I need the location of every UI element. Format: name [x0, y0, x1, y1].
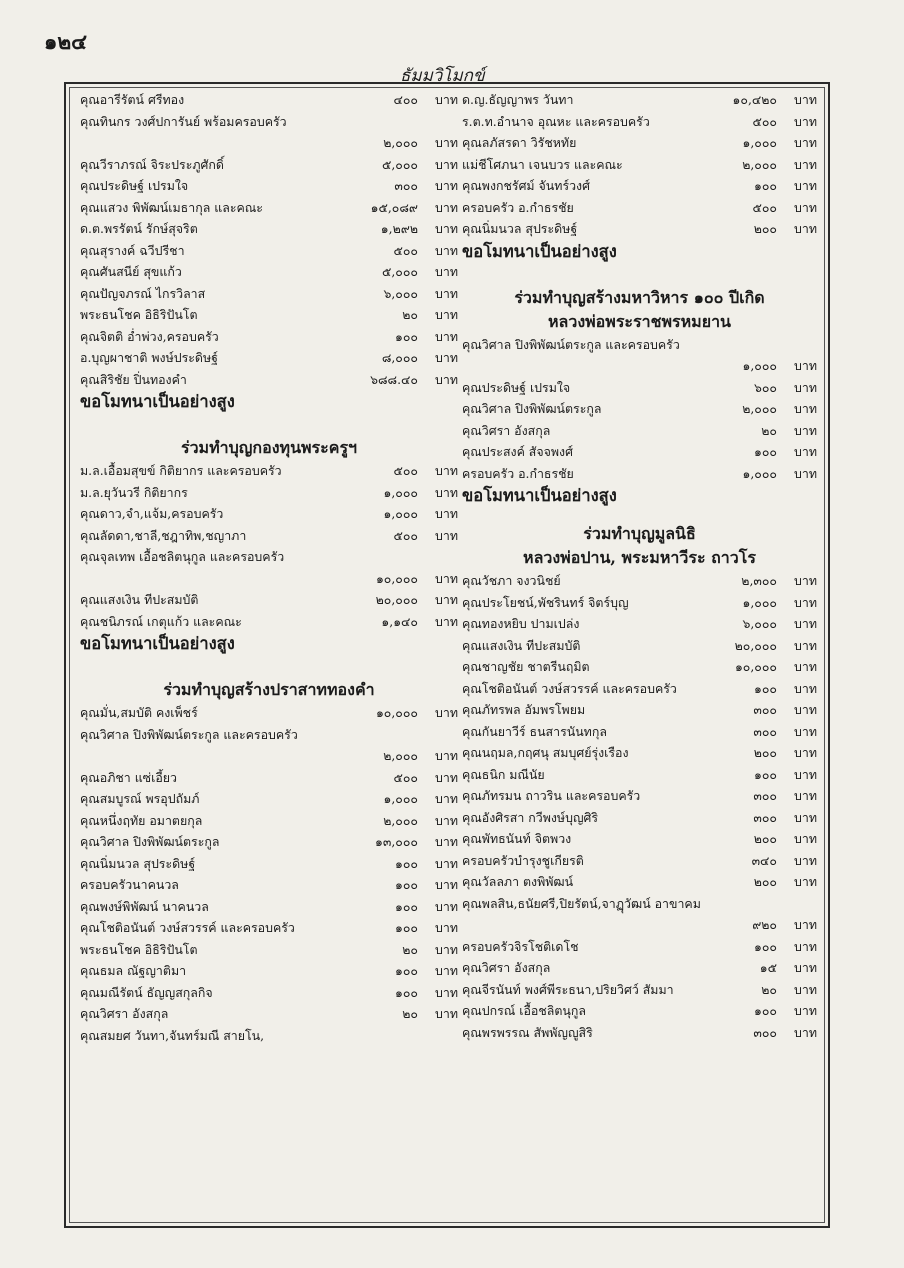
donor-row — [462, 218, 817, 240]
donor-name: คุณปัญจภรณ์ ไกรวิลาส — [80, 285, 206, 301]
donor-name: คุณประโยชน์,พัชรินทร์ จิตร์บุญ — [462, 594, 629, 610]
currency-label: บาท — [794, 113, 817, 129]
donor-row — [80, 724, 458, 746]
donor-name: คุณทินกร วงศ์ปการันย์ พร้อมครอบครัว — [80, 113, 287, 129]
donor-name: คุณอังศิรสา กวีพงษ์บุญศิริ — [462, 809, 599, 825]
donor-row — [462, 463, 817, 485]
donation-amount: ๑๐๐ — [754, 1003, 777, 1018]
donation-amount: ๖,๐๐๐ — [383, 285, 418, 301]
section-heading-teacher-fund: ร่วมทำบุญกองทุนพระครูฯ — [180, 438, 358, 457]
donation-amount: ๕,๐๐๐ — [381, 264, 418, 279]
running-title: ธัมมวิโมกข์ — [400, 66, 485, 86]
donor-row — [462, 742, 817, 764]
donor-list-golden-castle — [80, 702, 458, 1046]
donor-name: คุณวิศรา อังสกุล — [462, 422, 551, 438]
donor-name: พระธนโชค อิธิริปันโต — [80, 941, 198, 957]
donation-amount: ๑๐๐ — [395, 855, 418, 871]
donation-amount: ๑๐,๐๐๐ — [375, 570, 418, 586]
donor-name: คุณพัทธนันท์ จิตพวง — [462, 831, 572, 846]
donor-name: คุณสิริชัย ปิ่นทองคำ — [80, 371, 187, 387]
donation-amount: ๑๓,๐๐๐ — [375, 834, 418, 849]
donor-row — [80, 767, 458, 789]
donor-row — [462, 377, 817, 399]
donor-row — [80, 939, 458, 961]
donation-amount: ๕๐๐ — [393, 769, 418, 785]
currency-label: บาท — [435, 984, 458, 1000]
donor-row — [462, 154, 817, 176]
donation-amount: ๕,๐๐๐ — [381, 156, 418, 172]
currency-label: บาท — [435, 285, 458, 301]
donor-name: คุณชาญชัย ชาตรีนฤมิต — [462, 659, 590, 674]
donor-name: ร.ต.ท.อำนาจ อุณหะ และครอบครัว — [462, 113, 650, 129]
donation-amount: ๑,๐๐๐ — [742, 465, 777, 481]
donation-amount: ๑๐๐ — [754, 766, 777, 782]
donor-name: คุณแสวง พิพัฒน์เมธากุล และคณะ — [80, 199, 263, 215]
donation-amount: ๒,๐๐๐ — [383, 748, 418, 763]
donation-amount: ๑,๑๔๐ — [381, 613, 418, 629]
donor-name: คุณชนิภรณ์ เกตุแก้ว และคณะ — [80, 613, 242, 629]
donor-row — [462, 828, 817, 850]
donor-name: คุณภัทรพล อัมพรโพยม — [462, 702, 586, 717]
currency-label: บาท — [435, 920, 458, 935]
donor-row — [462, 957, 817, 979]
currency-label: บาท — [435, 570, 458, 586]
donor-name: คุณภัทรมน ถาวริน และครอบครัว — [462, 788, 641, 803]
donor-name: คุณโชติอนันต์ วงษ์สวรรค์ และครอบครัว — [80, 920, 295, 935]
donation-amount: ๒,๐๐๐ — [742, 401, 777, 416]
donor-name: คุณธนิก มณีนัย — [462, 766, 545, 782]
donor-name: ครอบครัวนาคนวล — [80, 877, 179, 892]
donor-row — [462, 89, 817, 111]
donor-list-teacher-fund — [80, 460, 458, 632]
donor-name: คุณพงษ์พิพัฒน์ นาคนวล — [80, 898, 209, 914]
currency-label: บาท — [794, 178, 817, 193]
currency-label: บาท — [435, 307, 458, 322]
donor-name: แม่ชีโศภนา เจนบวร และคณะ — [462, 156, 623, 172]
currency-label: บาท — [794, 917, 817, 932]
currency-label: บาท — [435, 705, 458, 720]
donor-row — [80, 1025, 458, 1047]
currency-label: บาท — [435, 592, 458, 607]
donor-name: คุณศันสนีย์ สุขแก้ว — [80, 264, 182, 279]
donor-name: คุณประดิษฐ์ เปรมใจ — [80, 178, 189, 193]
donation-amount: ๑๐๐ — [754, 178, 777, 193]
donor-name: คุณวีราภรณ์ จิระประภูศักดิ์ — [80, 156, 224, 172]
donation-amount: ๑๐๐ — [395, 920, 418, 935]
donor-list-vihara — [462, 334, 817, 485]
donation-amount: ๑,๐๐๐ — [742, 358, 777, 373]
donor-row — [80, 503, 458, 525]
donation-amount: ๙๒๐ — [752, 917, 777, 932]
currency-label: บาท — [794, 401, 817, 416]
currency-label: บาท — [435, 941, 458, 957]
currency-label: บาท — [435, 264, 458, 279]
currency-label: บาท — [435, 350, 458, 365]
donor-name: คุณทองหยิบ ปามเปล่ง — [462, 616, 580, 631]
currency-label: บาท — [435, 855, 458, 871]
donor-row — [462, 441, 817, 463]
donation-amount: ๓๐๐ — [753, 1024, 777, 1040]
donor-name: คุณพลสิน,ธนัยศรี,ปิยรัตน์,จาฏุวัฒน์ อาขาคม — [462, 895, 701, 911]
currency-label: บาท — [794, 465, 817, 481]
donor-name: คุณปกรณ์ เอื้อชลิตนุกูล — [462, 1003, 586, 1018]
donor-row — [462, 420, 817, 442]
donor-row — [80, 745, 458, 767]
donor-name: คุณวิศรา อังสกุล — [80, 1006, 169, 1021]
donation-amount: ๒๐ — [402, 307, 418, 322]
donor-name: คุณหนึ่งฤทัย อมาตยกุล — [80, 812, 203, 828]
currency-label: บาท — [794, 135, 817, 150]
donor-row — [80, 347, 458, 369]
donor-row — [462, 132, 817, 154]
donor-name: คุณอภิชา แซ่เอี้ยว — [80, 769, 177, 785]
section-heading-foundation-line-2: หลวงพ่อปาน, พระมหาวีระ ถาวโร — [523, 548, 756, 567]
currency-label: บาท — [794, 92, 817, 107]
currency-label: บาท — [794, 788, 817, 803]
donor-list-foundation — [462, 570, 817, 1043]
currency-label: บาท — [794, 745, 817, 760]
currency-label: บาท — [435, 178, 458, 193]
donation-amount: ๕๐๐ — [752, 113, 777, 129]
donor-row — [80, 175, 458, 197]
donation-amount: ๓๐๐ — [753, 723, 777, 739]
donor-row — [80, 326, 458, 348]
donation-amount: ๑๐๐ — [395, 328, 418, 344]
donor-name: คุณสมบูรณ์ พรอุปถัมภ์ — [80, 791, 200, 806]
donor-row — [80, 111, 458, 133]
left-column — [80, 89, 458, 1046]
donor-row — [462, 334, 817, 356]
donation-amount: ๒๐,๐๐๐ — [375, 592, 418, 607]
donation-amount: ๕๐๐ — [393, 527, 418, 543]
currency-label: บาท — [794, 422, 817, 438]
currency-label: บาท — [435, 371, 458, 387]
donor-row — [80, 218, 458, 240]
donor-name: คุณมั่น,สมบัติ คงเพ็ชร์ — [80, 705, 198, 720]
donation-amount: ๓๔๐ — [751, 852, 777, 868]
donor-row — [80, 132, 458, 154]
currency-label: บาท — [435, 92, 458, 107]
currency-label: บาท — [435, 484, 458, 500]
donor-row — [80, 197, 458, 219]
donation-amount: ๒๐ — [761, 422, 777, 438]
donor-row — [80, 589, 458, 611]
currency-label: บาท — [794, 594, 817, 610]
currency-label: บาท — [435, 963, 458, 978]
donation-amount: ๒,๓๐๐ — [741, 573, 777, 588]
donor-row — [80, 460, 458, 482]
currency-label: บาท — [794, 680, 817, 696]
donor-row — [462, 721, 817, 743]
donor-name: คุณจีรนันท์ พงศ์พีระธนา,ปริยวิศว์ สัมมา — [462, 981, 674, 997]
currency-label: บาท — [435, 748, 458, 763]
right-column — [462, 89, 817, 1043]
donor-row — [80, 240, 458, 262]
donor-name: คุณลภัสรดา วิรัชหทัย — [462, 135, 577, 150]
donation-amount: ๒๐๐ — [753, 745, 777, 760]
currency-label: บาท — [435, 221, 458, 236]
donation-amount: ๓๐๐ — [753, 702, 777, 717]
donor-row — [80, 154, 458, 176]
donor-row — [80, 702, 458, 724]
donation-amount: ๓๐๐ — [394, 178, 418, 193]
currency-label: บาท — [794, 723, 817, 739]
donor-name: คุณสุรางค์ ฉวีปรีชา — [80, 242, 185, 258]
section-heading-vihara-line-2: หลวงพ่อพระราชพรหมยาน — [547, 311, 731, 331]
currency-label: บาท — [794, 938, 817, 954]
currency-label: บาท — [794, 809, 817, 825]
donor-name: คุณวัชภา จงวนิชย์ — [462, 573, 561, 588]
currency-label: บาท — [435, 527, 458, 543]
donor-row — [462, 111, 817, 133]
donor-row — [462, 807, 817, 829]
currency-label: บาท — [794, 659, 817, 674]
currency-label: บาท — [435, 812, 458, 828]
donor-list-left-top — [80, 89, 458, 390]
donor-row — [462, 936, 817, 958]
donor-name: คุณประสงค์ สัจจพงศ์ — [462, 444, 573, 459]
donation-amount: ๒,๐๐๐ — [383, 135, 418, 150]
donor-name: คุณสมยศ วันทา,จันทร์มณี สายโน, — [80, 1027, 265, 1043]
donor-name: คุณนิ่มนวล สุประดิษฐ์ — [80, 855, 196, 871]
donor-row — [462, 570, 817, 592]
donation-amount: ๑๐๐ — [395, 898, 418, 914]
donation-amount: ๑,๐๐๐ — [383, 506, 418, 521]
donation-amount: ๑๐,๔๒๐ — [732, 92, 777, 107]
currency-label: บาท — [794, 358, 817, 373]
currency-label: บาท — [794, 960, 817, 975]
currency-label: บาท — [435, 156, 458, 172]
donor-row — [80, 831, 458, 853]
donation-amount: ๑๐,๐๐๐ — [375, 705, 418, 720]
donation-amount: ๒๐๐ — [753, 221, 777, 236]
currency-label: บาท — [435, 199, 458, 215]
donor-name: คุณโชติอนันต์ วงษ์สวรรค์ และครอบครัว — [462, 680, 677, 696]
donor-row — [462, 635, 817, 657]
currency-label: บาท — [794, 379, 817, 395]
donation-amount: ๑๐๐ — [395, 963, 418, 978]
donor-row — [80, 810, 458, 832]
donation-amount: ๒๐,๐๐๐ — [734, 637, 777, 653]
currency-label: บาท — [435, 769, 458, 785]
donor-row — [80, 874, 458, 896]
donor-name: คุณแสงเงิน ทีปะสมบัติ — [80, 592, 199, 607]
thanks-line: ขอโมทนาเป็นอย่างสูง — [80, 634, 235, 653]
currency-label: บาท — [435, 877, 458, 892]
currency-label: บาท — [435, 1006, 458, 1021]
currency-label: บาท — [794, 616, 817, 631]
donor-row — [80, 788, 458, 810]
donor-row — [80, 853, 458, 875]
donor-name: คุณมณีรัตน์ ธัญญสกุลกิจ — [80, 984, 213, 1000]
currency-label: บาท — [794, 221, 817, 236]
donation-amount: ๑,๐๐๐ — [383, 791, 418, 806]
currency-label: บาท — [435, 506, 458, 521]
donor-name: คุณวัลลภา ตงพิพัฒน์ — [462, 874, 574, 889]
donor-name: คุณนิ่มนวล สุประดิษฐ์ — [462, 221, 578, 236]
donation-amount: ๑๐๐ — [395, 984, 418, 1000]
currency-label: บาท — [435, 242, 458, 258]
currency-label: บาท — [435, 898, 458, 914]
donor-name: คุณดาว,จำ,แจ้ม,ครอบครัว — [80, 506, 224, 521]
donor-row — [80, 896, 458, 918]
donation-amount: ๒๐๐ — [753, 831, 777, 846]
donor-row — [462, 871, 817, 893]
donor-name: คุณอารีรัตน์ ศรีทอง — [80, 92, 185, 107]
donor-name: ครอบครัวบำรุงชูเกียรติ — [462, 852, 584, 868]
donation-amount: ๔๐๐ — [393, 92, 418, 107]
donor-name: คุณวิศาล ปิงพิพัฒน์ตระกูล — [462, 401, 602, 416]
donation-amount: ๘,๐๐๐ — [381, 350, 418, 365]
donation-amount: ๕๐๐ — [752, 199, 777, 215]
thanks-line: ขอโมทนาเป็นอย่างสูง — [462, 241, 617, 261]
donor-row — [462, 979, 817, 1001]
currency-label: บาท — [794, 637, 817, 653]
currency-label: บาท — [435, 328, 458, 344]
page-number: ๑๒๔ — [44, 29, 88, 54]
donor-row — [462, 398, 817, 420]
currency-label: บาท — [794, 852, 817, 868]
currency-label: บาท — [794, 981, 817, 997]
currency-label: บาท — [794, 1024, 817, 1040]
donor-name: คุณลัดดา,ชาลี,ชฎาทิพ,ชญาภา — [80, 527, 247, 543]
donor-row — [80, 304, 458, 326]
donation-amount: ๑๐๐ — [754, 938, 777, 954]
donation-amount: ๑,๐๐๐ — [383, 484, 418, 500]
donor-row — [462, 850, 817, 872]
donor-name: ด.ญ.ธัญญาพร วันทา — [462, 92, 574, 107]
donor-name: คุณกันยาวีร์ ธนสารนันทกุล — [462, 723, 607, 739]
donor-row — [80, 982, 458, 1004]
donor-name: ด.ต.พรรัตน์ รักษ์สุจริต — [80, 221, 198, 236]
donation-amount: ๕๐๐ — [393, 463, 418, 478]
donation-amount: ๕๐๐ — [393, 242, 418, 258]
donor-row — [462, 197, 817, 219]
donor-name: อ.บุญผาชาติ พงษ์ประดิษฐ์ — [80, 350, 218, 365]
donor-row — [462, 764, 817, 786]
donor-row — [462, 785, 817, 807]
donor-row — [462, 893, 817, 915]
thanks-line: ขอโมทนาเป็นอย่างสูง — [462, 486, 617, 505]
currency-label: บาท — [435, 834, 458, 849]
donor-row — [80, 611, 458, 633]
donor-row — [80, 568, 458, 590]
donor-row — [80, 261, 458, 283]
donor-name: คุณแสงเงิน ทีปะสมบัติ — [462, 637, 581, 653]
donor-row — [80, 917, 458, 939]
donor-name: ครอบครัว อ.กำธรชัย — [462, 465, 574, 481]
section-heading-golden-castle: ร่วมทำบุญสร้างปราสาททองคำ — [163, 680, 375, 699]
donation-amount: ๑๕,๐๘๙ — [370, 199, 418, 215]
donor-row — [80, 482, 458, 504]
donation-amount: ๖๘๘.๔๐ — [370, 371, 418, 387]
donation-amount: ๑,๐๐๐ — [742, 135, 777, 150]
donation-amount: ๖,๐๐๐ — [742, 616, 777, 631]
section-heading-foundation-line-1: ร่วมทำบุญมูลนิธิ — [583, 524, 696, 543]
donation-amount: ๑๐๐ — [754, 680, 777, 696]
donor-name: คุณพรพรรณ สัพพัญญูสิริ — [462, 1024, 593, 1040]
currency-label: บาท — [794, 573, 817, 588]
donor-row — [462, 613, 817, 635]
donor-name: คุณวิศาล ปิงพิพัฒน์ตระกูล และครอบครัว — [80, 726, 298, 742]
currency-label: บาท — [794, 1003, 817, 1018]
donation-amount: ๑,๒๙๒ — [380, 221, 418, 236]
donor-row — [80, 960, 458, 982]
donation-amount: ๒,๐๐๐ — [383, 812, 418, 828]
donation-amount: ๑๐๐ — [395, 877, 418, 892]
donor-row — [462, 1000, 817, 1022]
donor-list-right-top — [462, 89, 817, 240]
donation-amount: ๒๐ — [402, 941, 418, 957]
donor-name: คุณวิศรา อังสกุล — [462, 960, 551, 975]
currency-label: บาท — [794, 156, 817, 172]
donor-name: คุณประดิษฐ์ เปรมใจ — [462, 379, 571, 395]
currency-label: บาท — [794, 199, 817, 215]
donation-amount: ๖๐๐ — [754, 379, 777, 395]
donor-row — [462, 355, 817, 377]
currency-label: บาท — [435, 135, 458, 150]
donor-row — [462, 656, 817, 678]
donation-amount: ๑๕ — [759, 960, 777, 975]
donation-amount: ๑,๐๐๐ — [742, 594, 777, 610]
donor-name: ม.ล.เอื้อมสุขข์ กิติยากร และครอบครัว — [80, 463, 282, 478]
donor-name: คุณจิตติ อ่ำพ่วง,ครอบครัว — [80, 328, 219, 344]
donor-row — [80, 525, 458, 547]
donor-name: คุณวิศาล ปิงพิพัฒน์ตระกูล — [80, 834, 220, 849]
currency-label: บาท — [435, 613, 458, 629]
donor-row — [80, 369, 458, 391]
donor-row — [462, 699, 817, 721]
donor-name: ม.ล.ยุวันวรี กิติยากร — [80, 484, 188, 500]
donation-amount: ๑๐๐ — [754, 444, 777, 459]
donor-row — [462, 914, 817, 936]
currency-label: บาท — [794, 831, 817, 846]
currency-label: บาท — [435, 791, 458, 806]
donation-amount: ๒๐๐ — [753, 874, 777, 889]
donor-row — [80, 283, 458, 305]
donation-amount: ๓๐๐ — [753, 809, 777, 825]
donor-row — [80, 89, 458, 111]
thanks-line: ขอโมทนาเป็นอย่างสูง — [80, 392, 235, 411]
donor-name: คุณนฤมล,กฤศนุ สมบุศย์รุ่งเรือง — [462, 745, 629, 760]
donor-name: คุณจุลเทพ เอื้อชลิตนุกูล และครอบครัว — [80, 549, 285, 564]
donor-row — [462, 592, 817, 614]
donor-name: คุณวิศาล ปิงพิพัฒน์ตระกูล และครอบครัว — [462, 336, 680, 352]
donation-amount: ๑๐,๐๐๐ — [734, 659, 777, 674]
section-heading-vihara-line-1: ร่วมทำบุญสร้างมหาวิหาร ๑๐๐ ปีเกิด — [514, 287, 765, 307]
donation-amount: ๓๐๐ — [753, 788, 777, 803]
donor-row — [462, 1022, 817, 1044]
currency-label: บาท — [794, 874, 817, 889]
donor-row — [80, 1003, 458, 1025]
currency-label: บาท — [794, 702, 817, 717]
donation-amount: ๒๐ — [402, 1006, 418, 1021]
donor-name: ครอบครัว อ.กำธรชัย — [462, 199, 574, 215]
donor-name: พระธนโชค อิธิริปันโต — [80, 307, 198, 322]
donor-row — [462, 175, 817, 197]
currency-label: บาท — [794, 766, 817, 782]
donor-row — [80, 546, 458, 568]
donor-name: คุณธมล ณัฐญาติมา — [80, 963, 187, 978]
currency-label: บาท — [794, 444, 817, 459]
currency-label: บาท — [435, 463, 458, 478]
donor-row — [462, 678, 817, 700]
donation-amount: ๒,๐๐๐ — [742, 156, 777, 172]
donation-amount: ๒๐ — [761, 981, 777, 997]
donor-name: ครอบครัวจิรโชติเดโช — [462, 938, 579, 954]
donor-name: คุณพงกชรัศม์ จันทร์วงศ์ — [462, 178, 590, 193]
